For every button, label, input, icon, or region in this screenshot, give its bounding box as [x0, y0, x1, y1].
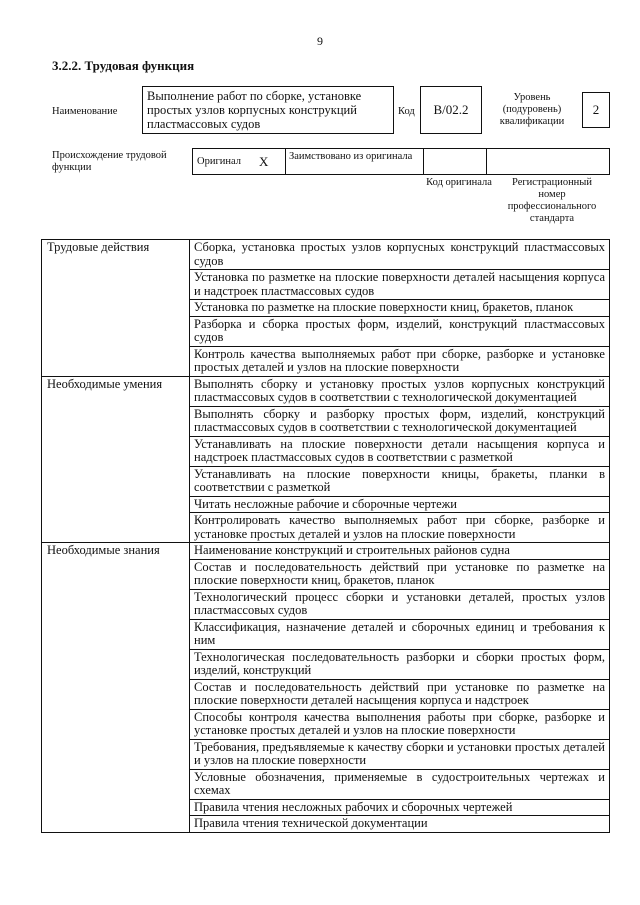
section-item: Читать несложные рабочие и сборочные чертежи — [190, 496, 610, 513]
section-item: Правила чтения технической документации — [190, 816, 610, 833]
level-label: Уровень (подуровень) квалификации — [499, 92, 565, 127]
original-label: Оригинал — [197, 155, 241, 167]
section-item: Состав и последовательность действий при установке по разметке на плоские поверхности книц, бракетов, планок — [190, 559, 610, 589]
section-item: Правила чтения несложных рабочих и сборочных чертежей — [190, 799, 610, 816]
section-item: Требования, предъявляемые к качеству сборки и установки простых деталей и узлов на плоские поверхности — [190, 739, 610, 769]
section-item: Выполнять сборку и разборку простых форм, изделий, конструкций пластмассовых судов в соответствии с технологической документацией — [190, 406, 610, 436]
section-item: Разборка и сборка простых форм, изделий, конструкций пластмассовых судов — [190, 316, 610, 346]
section-title-cell: Необходимые умения — [42, 376, 190, 543]
qualification-level-box: 2 — [582, 92, 610, 128]
code-original-cell — [424, 149, 487, 174]
section-item: Технологический процесс сборки и установки деталей, простых узлов пластмассовых судов — [190, 589, 610, 619]
function-code-box: B/02.2 — [420, 86, 482, 134]
section-item: Выполнять сборку и установку простых узлов корпусных конструкций пластмассовых судов в соответствии с технологической документацией — [190, 376, 610, 406]
original-mark: X — [259, 153, 269, 169]
section-title: 3.2.2. Трудовая функция — [52, 58, 195, 73]
table-row — [42, 543, 610, 560]
function-name-box: Выполнение работ по сборке, установке простых узлов корпусных конструкций пластмассовых судов — [142, 86, 394, 134]
original-cell — [193, 149, 286, 174]
section-item: Способы контроля качества выполнения работы при сборке, разборке и установке простых деталей и узлов на плоские поверхности — [190, 709, 610, 739]
section-item: Контроль качества выполняемых работ при сборке, разборке и установке простых деталей и узлов на плоские поверхности — [190, 346, 610, 376]
section-item: Контролировать качество выполняемых работ при сборке, разборке и установке простых деталей и узлов на плоские поверхности — [190, 513, 610, 543]
section-title-cell: Необходимые знания — [42, 543, 190, 833]
section-item: Условные обозначения, применяемые в судостроительных чертежах и схемах — [190, 769, 610, 799]
section-item: Наименование конструкций и строительных районов судна — [190, 543, 610, 560]
code-original-caption: Код оригинала — [426, 177, 492, 188]
borrowed-cell: Заимствовано из оригинала — [286, 149, 424, 174]
origin-label: Происхождение трудовой функции — [52, 150, 167, 173]
section-item: Технологическая последовательность разборки и сборки простых форм, изделий, конструкций — [190, 649, 610, 679]
section-title-cell: Трудовые действия — [42, 240, 190, 377]
section-item: Устанавливать на плоские поверхности кницы, бракеты, планки в соответствии с разметкой — [190, 466, 610, 496]
code-label: Код — [398, 106, 415, 117]
origin-table — [192, 148, 610, 175]
function-details-table — [41, 239, 610, 833]
name-label: Наименование — [52, 106, 118, 117]
table-row — [42, 240, 610, 270]
section-item: Сборка, установка простых узлов корпусных конструкций пластмассовых судов — [190, 240, 610, 270]
section-item: Установка по разметке на плоские поверхности деталей насыщения корпуса и надстроек пластмассовых судов — [190, 270, 610, 300]
section-item: Установка по разметке на плоские поверхности книц, бракетов, планок — [190, 300, 610, 317]
reg-number-caption: Регистрационный номер профессионального стандарта — [507, 177, 597, 224]
section-item: Устанавливать на плоские поверхности детали насыщения корпуса и надстроек пластмассовых судов в соответствии с разметкой — [190, 436, 610, 466]
section-item: Классификация, назначение деталей и сборочных единиц и требования к ним — [190, 619, 610, 649]
reg-number-cell — [487, 149, 609, 174]
table-row — [42, 376, 610, 406]
section-item: Состав и последовательность действий при установке по разметке на плоские поверхности деталей насыщения корпуса и надстроек — [190, 679, 610, 709]
page-number: 9 — [317, 34, 323, 48]
